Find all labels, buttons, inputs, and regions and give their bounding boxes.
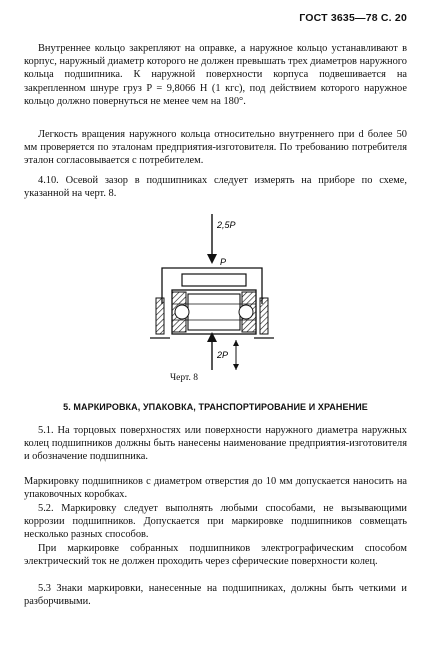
paragraph-4-10: 4.10. Осевой зазор в подшипниках следует измерять на приборе по схеме, указанной на черт. 8. <box>24 175 407 200</box>
paragraph-5-3: 5.3 Знаки маркировки, нанесенные на подшипниках, должны быть четкими и разборчивыми. <box>24 583 407 608</box>
paragraph-electrographic: При маркировке собранных подшипников электрографическим способом электрический ток не должен проходить через сферические поверхности колец. <box>24 543 407 568</box>
paragraph-5-1: 5.1. На торцовых поверхностях или поверхности наружного диаметра наружных колец подшипников должны быть нанесены наименование предприятия-изготовителя и обозначение подшипника. <box>24 425 407 463</box>
right-ball <box>239 305 253 319</box>
figure-caption: Черт. 8 <box>170 373 198 383</box>
label-2p: 2P <box>217 350 229 360</box>
left-support <box>156 298 164 334</box>
label-p: P <box>220 257 227 267</box>
label-2-5p: 2,5P <box>217 220 236 230</box>
paragraph-marking-boxes: Маркировку подшипников с диаметром отверстия до 10 мм допускается наносить на упаковочных коробках. <box>24 476 407 501</box>
paragraph-rotation-check: Легкость вращения наружного кольца относительно внутреннего при d более 50 мм проверяется по эталонам предприятия-изготовителя. По требованию потребителя эталон согласовывается с потребителем. <box>24 129 407 167</box>
top-plate <box>182 274 246 286</box>
paragraph-setup: Внутреннее кольцо закрепляют на оправке, а наружное кольцо устанавливают в корпус, наружный диаметр которого не должен превышать трех диаметров наружного кольца подшипника. К наружной поверхности корпуса подвешивается на закрепленном шнуре груз P = 9,8066 Н (1 кгс), под действием которого наружное кольцо должно повернуться не менее чем на 180°. <box>24 43 407 107</box>
left-ball <box>175 305 189 319</box>
section-title: 5. МАРКИРОВКА, УПАКОВКА, ТРАНСПОРТИРОВАНИЕ И ХРАНЕНИЕ <box>63 402 368 412</box>
paragraph-5-2: 5.2. Маркировку следует выполнять любыми способами, не вызывающими коррозии подшипников. Допускается при маркировке подшипников совмещать несколько разных способов. <box>24 503 407 541</box>
page-header: ГОСТ 3635—78 С. 20 <box>299 12 407 24</box>
inner-bore <box>188 294 240 330</box>
right-support <box>260 298 268 334</box>
bearing-measurement-diagram <box>140 212 290 372</box>
